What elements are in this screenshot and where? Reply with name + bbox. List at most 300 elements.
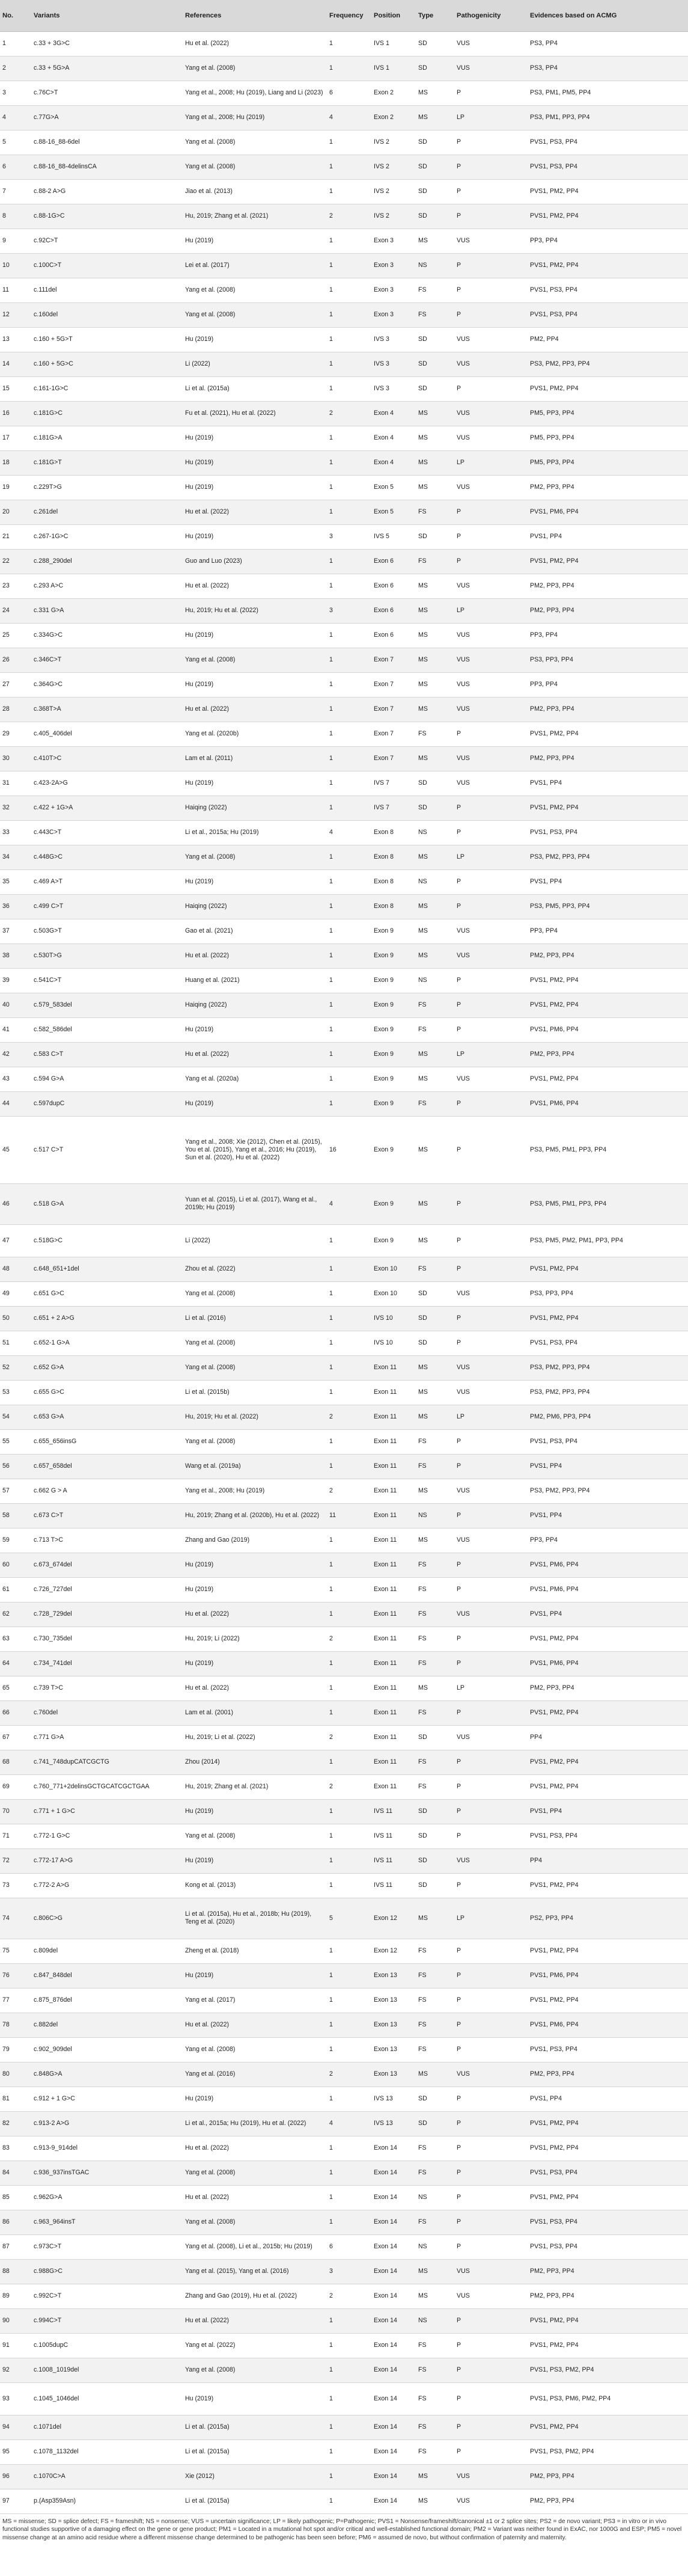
cell-references: Hu (2019) [183, 327, 327, 352]
cell-no: 62 [0, 1602, 31, 1627]
table-row [0, 278, 688, 302]
cell-position: Exon 14 [371, 2308, 416, 2333]
header-pathogenicity: Pathogenicity [454, 0, 528, 31]
cell-position: Exon 11 [371, 1405, 416, 1429]
cell-pathogenicity: VUS [454, 1528, 528, 1553]
table-row [0, 105, 688, 130]
cell-frequency: 1 [327, 1306, 371, 1331]
table-row [0, 943, 688, 968]
cell-type: MS [416, 574, 454, 598]
cell-evidences: PS3, PM1, PP3, PP4 [528, 105, 688, 130]
cell-pathogenicity: P [454, 1429, 528, 1454]
cell-variant: c.499 C>T [31, 894, 183, 919]
cell-no: 18 [0, 450, 31, 475]
cell-position: Exon 6 [371, 549, 416, 574]
cell-type: MS [416, 672, 454, 697]
table-row [0, 968, 688, 993]
cell-pathogenicity: P [454, 993, 528, 1017]
cell-references: Zhang and Gao (2019), Hu et al. (2022) [183, 2284, 327, 2308]
cell-pathogenicity: P [454, 524, 528, 549]
cell-pathogenicity: P [454, 894, 528, 919]
cell-frequency: 1 [327, 500, 371, 524]
cell-references: Zheng et al. (2018) [183, 1939, 327, 1963]
cell-frequency: 4 [327, 2111, 371, 2136]
cell-variant: c.936_937insTGAC [31, 2160, 183, 2185]
cell-variant: c.988G>C [31, 2259, 183, 2284]
cell-evidences: PVS1, PS3, PP4 [528, 1331, 688, 1355]
cell-no: 4 [0, 105, 31, 130]
table-row [0, 722, 688, 746]
cell-variant: c.673 C>T [31, 1503, 183, 1528]
cell-pathogenicity: VUS [454, 771, 528, 796]
cell-no: 30 [0, 746, 31, 771]
header-no: No. [0, 0, 31, 31]
cell-position: IVS 11 [371, 1848, 416, 1873]
cell-position: Exon 14 [371, 2160, 416, 2185]
cell-references: Hu (2019) [183, 1577, 327, 1602]
cell-evidences: PVS1, PS3, PP4 [528, 820, 688, 845]
cell-pathogenicity: P [454, 2185, 528, 2210]
cell-no: 79 [0, 2037, 31, 2062]
table-row [0, 475, 688, 500]
cell-position: Exon 14 [371, 2440, 416, 2464]
cell-type: FS [416, 1454, 454, 1479]
table-row [0, 2136, 688, 2160]
cell-position: IVS 2 [371, 155, 416, 179]
cell-position: Exon 14 [371, 2464, 416, 2489]
table-row [0, 81, 688, 105]
cell-no: 27 [0, 672, 31, 697]
cell-type: SD [416, 1799, 454, 1824]
cell-no: 53 [0, 1380, 31, 1405]
cell-position: Exon 11 [371, 1553, 416, 1577]
cell-variant: c.809del [31, 1939, 183, 1963]
table-row [0, 1577, 688, 1602]
cell-no: 60 [0, 1553, 31, 1577]
table-row [0, 302, 688, 327]
cell-variant: c.1045_1046del [31, 2382, 183, 2415]
table-row [0, 1091, 688, 1116]
cell-pathogenicity: VUS [454, 1281, 528, 1306]
cell-frequency: 5 [327, 1898, 371, 1939]
table-row [0, 1017, 688, 1042]
table-row [0, 894, 688, 919]
cell-type: MS [416, 894, 454, 919]
cell-variant: c.229T>G [31, 475, 183, 500]
cell-type: SD [416, 155, 454, 179]
cell-type: SD [416, 2111, 454, 2136]
cell-type: FS [416, 500, 454, 524]
cell-frequency: 1 [327, 2382, 371, 2415]
table-row [0, 796, 688, 820]
table-row [0, 1454, 688, 1479]
table-row [0, 2489, 688, 2513]
cell-position: Exon 14 [371, 2489, 416, 2513]
cell-evidences: PVS1, PM2, PP4 [528, 2111, 688, 2136]
cell-evidences: PP4 [528, 1848, 688, 1873]
cell-frequency: 2 [327, 1627, 371, 1651]
cell-frequency: 1 [327, 1799, 371, 1824]
cell-evidences: PVS1, PM2, PP4 [528, 376, 688, 401]
cell-frequency: 1 [327, 771, 371, 796]
header-references: References [183, 0, 327, 31]
cell-references: Yang et al. (2008) [183, 278, 327, 302]
cell-variant: c.33 + 3G>C [31, 31, 183, 56]
cell-variant: c.963_964insT [31, 2210, 183, 2234]
cell-position: Exon 9 [371, 1042, 416, 1067]
cell-type: SD [416, 2087, 454, 2111]
cell-no: 72 [0, 1848, 31, 1873]
table-row [0, 2308, 688, 2333]
header-row [0, 0, 688, 31]
cell-pathogenicity: VUS [454, 1067, 528, 1091]
cell-pathogenicity: P [454, 278, 528, 302]
cell-frequency: 1 [327, 1676, 371, 1700]
cell-references: Huang et al. (2021) [183, 968, 327, 993]
cell-pathogenicity: P [454, 869, 528, 894]
cell-frequency: 1 [327, 450, 371, 475]
cell-frequency: 2 [327, 204, 371, 228]
cell-position: Exon 11 [371, 1454, 416, 1479]
cell-references: Fu et al. (2021), Hu et al. (2022) [183, 401, 327, 426]
cell-evidences: PVS1, PM2, PP4 [528, 1257, 688, 1281]
cell-pathogenicity: VUS [454, 228, 528, 253]
cell-no: 88 [0, 2259, 31, 2284]
cell-references: Yang et al. (2008) [183, 302, 327, 327]
cell-frequency: 4 [327, 105, 371, 130]
cell-variant: c.410T>C [31, 746, 183, 771]
cell-position: Exon 11 [371, 1355, 416, 1380]
cell-type: SD [416, 796, 454, 820]
cell-no: 70 [0, 1799, 31, 1824]
cell-pathogenicity: P [454, 1750, 528, 1774]
cell-no: 59 [0, 1528, 31, 1553]
cell-position: Exon 2 [371, 81, 416, 105]
cell-no: 83 [0, 2136, 31, 2160]
table-row [0, 1306, 688, 1331]
table-row [0, 228, 688, 253]
cell-variant: c.77G>A [31, 105, 183, 130]
cell-frequency: 3 [327, 2259, 371, 2284]
cell-variant: c.160 + 5G>C [31, 352, 183, 376]
cell-references: Zhou (2014) [183, 1750, 327, 1774]
cell-variant: c.962G>A [31, 2185, 183, 2210]
table-row [0, 1528, 688, 1553]
cell-variant: c.405_406del [31, 722, 183, 746]
cell-frequency: 1 [327, 845, 371, 869]
cell-position: IVS 2 [371, 130, 416, 155]
cell-type: MS [416, 2259, 454, 2284]
cell-frequency: 1 [327, 672, 371, 697]
cell-no: 23 [0, 574, 31, 598]
cell-references: Hu (2019) [183, 869, 327, 894]
cell-frequency: 1 [327, 1380, 371, 1405]
cell-variant: c.673_674del [31, 1553, 183, 1577]
cell-evidences: PS2, PP3, PP4 [528, 1898, 688, 1939]
cell-no: 36 [0, 894, 31, 919]
cell-evidences: PVS1, PM6, PP4 [528, 1651, 688, 1676]
cell-type: MS [416, 623, 454, 648]
table-row [0, 1939, 688, 1963]
cell-position: Exon 14 [371, 2210, 416, 2234]
cell-evidences: PM2, PP3, PP4 [528, 2284, 688, 2308]
cell-no: 75 [0, 1939, 31, 1963]
cell-type: SD [416, 327, 454, 352]
table-row [0, 1627, 688, 1651]
cell-variant: c.111del [31, 278, 183, 302]
cell-variant: c.594 G>A [31, 1067, 183, 1091]
cell-position: IVS 13 [371, 2111, 416, 2136]
cell-references: Hu (2019) [183, 1017, 327, 1042]
cell-pathogenicity: P [454, 1774, 528, 1799]
cell-no: 17 [0, 426, 31, 450]
cell-no: 50 [0, 1306, 31, 1331]
table-row [0, 1799, 688, 1824]
cell-position: Exon 11 [371, 1700, 416, 1725]
cell-pathogenicity: P [454, 1700, 528, 1725]
cell-type: FS [416, 302, 454, 327]
cell-variant: c.730_735del [31, 1627, 183, 1651]
cell-pathogenicity: VUS [454, 623, 528, 648]
cell-position: Exon 12 [371, 1939, 416, 1963]
cell-variant: c.331 G>A [31, 598, 183, 623]
cell-position: Exon 8 [371, 820, 416, 845]
cell-no: 25 [0, 623, 31, 648]
cell-variant: c.160 + 5G>T [31, 327, 183, 352]
cell-type: MS [416, 1116, 454, 1183]
cell-position: Exon 11 [371, 1503, 416, 1528]
cell-evidences: PVS1, PM2, PP4 [528, 1067, 688, 1091]
cell-references: Yang et al. (2016) [183, 2062, 327, 2087]
cell-variant: c.88-16_88-6del [31, 130, 183, 155]
cell-no: 12 [0, 302, 31, 327]
cell-no: 39 [0, 968, 31, 993]
cell-pathogenicity: VUS [454, 1848, 528, 1873]
cell-pathogenicity: P [454, 1224, 528, 1257]
cell-type: FS [416, 549, 454, 574]
cell-variant: c.288_290del [31, 549, 183, 574]
cell-pathogenicity: P [454, 1577, 528, 1602]
cell-position: Exon 10 [371, 1281, 416, 1306]
cell-evidences: PP3, PP4 [528, 919, 688, 943]
table-row [0, 1503, 688, 1528]
cell-no: 94 [0, 2415, 31, 2440]
cell-position: Exon 11 [371, 1750, 416, 1774]
cell-pathogenicity: P [454, 2415, 528, 2440]
cell-type: MS [416, 1479, 454, 1503]
cell-position: Exon 9 [371, 1116, 416, 1183]
cell-references: Yang et al. (2008) [183, 1824, 327, 1848]
cell-type: MS [416, 1183, 454, 1224]
cell-references: Yang et al. (2008) [183, 130, 327, 155]
cell-frequency: 2 [327, 401, 371, 426]
cell-type: FS [416, 1651, 454, 1676]
cell-frequency: 2 [327, 2062, 371, 2087]
cell-evidences: PS3, PM2, PP3, PP4 [528, 1479, 688, 1503]
cell-frequency: 1 [327, 228, 371, 253]
cell-position: Exon 7 [371, 697, 416, 722]
cell-variant: c.597dupC [31, 1091, 183, 1116]
cell-evidences: PVS1, PM6, PP4 [528, 1091, 688, 1116]
cell-no: 58 [0, 1503, 31, 1528]
cell-variant: c.448G>C [31, 845, 183, 869]
cell-frequency: 1 [327, 1042, 371, 1067]
cell-position: Exon 14 [371, 2234, 416, 2259]
cell-evidences: PVS1, PM6, PP4 [528, 1553, 688, 1577]
table-row [0, 2333, 688, 2358]
cell-pathogenicity: P [454, 1627, 528, 1651]
cell-references: Yang et al. (2020b) [183, 722, 327, 746]
cell-position: Exon 8 [371, 869, 416, 894]
cell-evidences: PVS1, PM2, PP4 [528, 993, 688, 1017]
table-row [0, 1725, 688, 1750]
cell-references: Li et al. (2015a) [183, 2489, 327, 2513]
cell-type: FS [416, 1017, 454, 1042]
cell-references: Yuan et al. (2015), Li et al. (2017), Wang et al., 2019b; Hu (2019) [183, 1183, 327, 1224]
cell-evidences: PVS1, PM2, PP4 [528, 2333, 688, 2358]
cell-references: Wang et al. (2019a) [183, 1454, 327, 1479]
cell-variant: c.662 G > A [31, 1479, 183, 1503]
cell-variant: c.772-1 G>C [31, 1824, 183, 1848]
table-row [0, 2464, 688, 2489]
cell-position: Exon 7 [371, 746, 416, 771]
cell-position: Exon 13 [371, 1988, 416, 2013]
table-row [0, 1429, 688, 1454]
cell-pathogenicity: P [454, 2234, 528, 2259]
cell-evidences: PS3, PP3, PP4 [528, 648, 688, 672]
cell-pathogenicity: P [454, 81, 528, 105]
cell-frequency: 1 [327, 722, 371, 746]
cell-pathogenicity: P [454, 500, 528, 524]
cell-pathogenicity: P [454, 179, 528, 204]
cell-evidences: PM2, PP3, PP4 [528, 2464, 688, 2489]
cell-position: Exon 3 [371, 278, 416, 302]
cell-pathogenicity: P [454, 130, 528, 155]
table-row [0, 1281, 688, 1306]
cell-type: MS [416, 1405, 454, 1429]
cell-position: Exon 3 [371, 302, 416, 327]
cell-no: 78 [0, 2013, 31, 2037]
cell-evidences: PVS1, PM2, PP4 [528, 2136, 688, 2160]
cell-variant: c.100C>T [31, 253, 183, 278]
cell-frequency: 1 [327, 2037, 371, 2062]
cell-no: 51 [0, 1331, 31, 1355]
cell-frequency: 1 [327, 327, 371, 352]
cell-pathogenicity: VUS [454, 2284, 528, 2308]
table-row [0, 1676, 688, 1700]
cell-evidences: PS3, PM5, PP3, PP4 [528, 894, 688, 919]
cell-frequency: 2 [327, 1774, 371, 1799]
table-row [0, 2062, 688, 2087]
cell-evidences: PP3, PP4 [528, 228, 688, 253]
cell-position: Exon 9 [371, 1224, 416, 1257]
cell-pathogenicity: LP [454, 1042, 528, 1067]
cell-references: Yang et al. (2008) [183, 1429, 327, 1454]
cell-variant: c.913-9_914del [31, 2136, 183, 2160]
cell-variant: c.739 T>C [31, 1676, 183, 1700]
cell-type: NS [416, 2308, 454, 2333]
cell-pathogenicity: LP [454, 598, 528, 623]
cell-type: FS [416, 1988, 454, 2013]
cell-references: Hu (2019) [183, 771, 327, 796]
cell-frequency: 2 [327, 1479, 371, 1503]
cell-type: MS [416, 845, 454, 869]
cell-pathogenicity: P [454, 2136, 528, 2160]
cell-references: Yang et al. (2008) [183, 155, 327, 179]
cell-variant: c.771 G>A [31, 1725, 183, 1750]
cell-frequency: 3 [327, 524, 371, 549]
cell-evidences: PVS1, PM2, PP4 [528, 1750, 688, 1774]
cell-frequency: 1 [327, 1848, 371, 1873]
cell-position: Exon 4 [371, 401, 416, 426]
cell-type: FS [416, 2382, 454, 2415]
cell-no: 13 [0, 327, 31, 352]
cell-position: IVS 3 [371, 352, 416, 376]
cell-references: Hu (2019) [183, 623, 327, 648]
cell-variant: c.772-2 A>G [31, 1873, 183, 1898]
cell-evidences: PS3, PM2, PP3, PP4 [528, 845, 688, 869]
cell-no: 20 [0, 500, 31, 524]
cell-pathogenicity: P [454, 1183, 528, 1224]
cell-position: Exon 9 [371, 1067, 416, 1091]
cell-frequency: 1 [327, 1528, 371, 1553]
table-row [0, 820, 688, 845]
cell-type: MS [416, 919, 454, 943]
cell-pathogenicity: VUS [454, 1355, 528, 1380]
cell-position: IVS 11 [371, 1799, 416, 1824]
table-row [0, 1331, 688, 1355]
cell-pathogenicity: VUS [454, 2259, 528, 2284]
table-row [0, 376, 688, 401]
cell-pathogenicity: VUS [454, 648, 528, 672]
cell-variant: c.728_729del [31, 1602, 183, 1627]
cell-references: Yang et al. (2008) [183, 1331, 327, 1355]
cell-evidences: PVS1, PS3, PP4 [528, 130, 688, 155]
cell-references: Haiqing (2022) [183, 993, 327, 1017]
cell-pathogenicity: LP [454, 105, 528, 130]
cell-evidences: PVS1, PP4 [528, 1602, 688, 1627]
cell-type: FS [416, 1963, 454, 1988]
cell-position: Exon 10 [371, 1257, 416, 1281]
cell-frequency: 1 [327, 1281, 371, 1306]
table-row [0, 2210, 688, 2234]
cell-evidences: PVS1, PM2, PP4 [528, 204, 688, 228]
cell-references: Hu (2019) [183, 1091, 327, 1116]
cell-pathogenicity: P [454, 253, 528, 278]
cell-pathogenicity: P [454, 1824, 528, 1848]
cell-no: 41 [0, 1017, 31, 1042]
cell-pathogenicity: P [454, 2358, 528, 2382]
table-row [0, 1257, 688, 1281]
cell-type: SD [416, 1306, 454, 1331]
cell-variant: c.364G>C [31, 672, 183, 697]
cell-pathogenicity: P [454, 2111, 528, 2136]
cell-references: Yang et al. (2008) [183, 2037, 327, 2062]
cell-position: IVS 2 [371, 204, 416, 228]
cell-no: 28 [0, 697, 31, 722]
cell-frequency: 1 [327, 1429, 371, 1454]
cell-type: SD [416, 1824, 454, 1848]
table-row [0, 2259, 688, 2284]
cell-references: Yang et al. (2008) [183, 56, 327, 81]
cell-pathogenicity: P [454, 820, 528, 845]
cell-variant: p.(Asp359Asn) [31, 2489, 183, 2513]
cell-variant: c.734_741del [31, 1651, 183, 1676]
cell-no: 80 [0, 2062, 31, 2087]
cell-pathogenicity: P [454, 1963, 528, 1988]
cell-evidences: PS3, PM5, PM2, PM1, PP3, PP4 [528, 1224, 688, 1257]
cell-type: FS [416, 278, 454, 302]
